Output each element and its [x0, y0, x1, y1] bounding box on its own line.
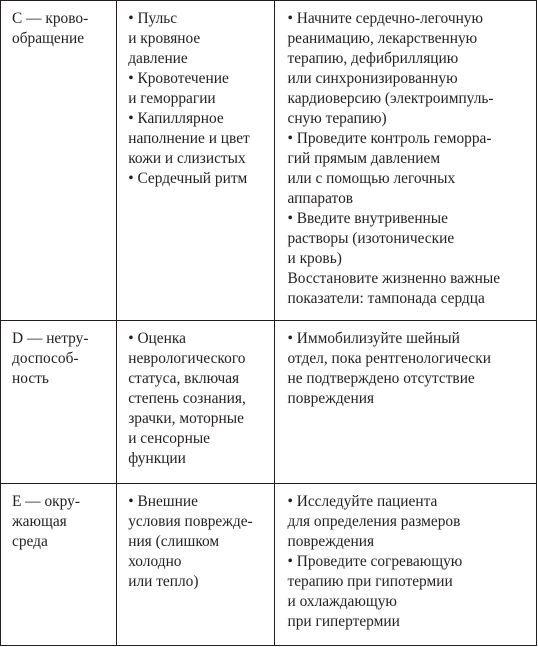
- text-line: • Кровотечение: [128, 70, 229, 87]
- text-line: ность: [12, 370, 49, 387]
- text-line: доспособ-: [12, 350, 79, 367]
- text-line: терапию при гипотермии: [287, 573, 453, 590]
- text-line: • Проведите контроль геморра-: [287, 130, 492, 147]
- assessment-text: [117, 484, 274, 598]
- text-line: и сенсорные: [128, 430, 211, 447]
- text-line: • Введите внутривенные: [287, 210, 448, 227]
- text-line: степень сознания,: [128, 390, 246, 407]
- text-line: повреждения: [287, 390, 375, 407]
- text-line: растворы (изотонические: [287, 230, 455, 247]
- assessment-cell: [117, 484, 275, 646]
- text-line: при гипертермии: [287, 613, 400, 630]
- text-line: и кровяное: [128, 30, 201, 47]
- assessment-cell: [117, 321, 275, 484]
- text-line: и геморрагии: [128, 90, 216, 107]
- category-text: [1, 321, 116, 395]
- actions-text: [275, 321, 536, 415]
- text-line: жающая: [12, 513, 67, 530]
- text-line: неврологического: [128, 350, 246, 367]
- text-line: C — крово-: [12, 10, 89, 27]
- category-cell: [1, 484, 117, 646]
- text-line: отдел, пока рентгенологически: [287, 350, 491, 367]
- text-line: зрачки, моторные: [128, 410, 244, 427]
- text-line: или тепло): [128, 573, 199, 590]
- text-line: или с помощью легочных: [287, 170, 456, 187]
- text-line: • Капиллярное: [128, 110, 224, 127]
- text-line: давление: [128, 50, 188, 67]
- category-text: [1, 484, 116, 558]
- table-row: [1, 484, 537, 646]
- actions-cell: [275, 1, 537, 321]
- text-line: наполнение и цвет: [128, 130, 250, 147]
- text-line: не подтверждено отсутствие: [287, 370, 475, 387]
- text-line: реанимацию, лекарственную: [287, 30, 478, 47]
- table-row: [1, 1, 537, 321]
- text-line: кардиоверсию (электроимпуль-: [287, 90, 494, 107]
- text-line: гий прямым давлением: [287, 150, 441, 167]
- text-line: аппаратов: [287, 190, 354, 207]
- text-line: и кровь): [287, 250, 342, 267]
- text-line: или синхронизированную: [287, 70, 458, 87]
- text-line: Восстановите жизненно важные: [287, 270, 501, 287]
- text-line: • Исследуйте пациента: [287, 493, 438, 510]
- actions-text: [275, 484, 536, 638]
- text-line: функции: [128, 450, 186, 467]
- text-line: статуса, включая: [128, 370, 240, 387]
- text-line: • Пульс: [128, 10, 178, 27]
- text-line: терапию, дефибрилляцию: [287, 50, 459, 67]
- category-text: [1, 1, 116, 55]
- text-line: E — окру-: [12, 493, 80, 510]
- actions-cell: [275, 484, 537, 646]
- category-cell: [1, 321, 117, 484]
- text-line: холодно: [128, 553, 182, 570]
- text-line: сную терапию): [287, 110, 387, 127]
- category-cell: [1, 1, 117, 321]
- actions-cell: [275, 321, 537, 484]
- text-line: кожи и слизистых: [128, 150, 246, 167]
- text-line: для определения размеров: [287, 513, 461, 530]
- actions-text: [275, 1, 536, 315]
- text-line: среда: [12, 533, 48, 550]
- text-line: повреждения: [287, 533, 375, 550]
- text-line: D — нетру-: [12, 330, 89, 347]
- assessment-text: [117, 321, 274, 475]
- table-row: [1, 321, 537, 484]
- text-line: • Начните сердечно-легочную: [287, 10, 483, 27]
- text-line: • Иммобилизуйте шейный: [287, 330, 460, 347]
- text-line: • Оценка: [128, 330, 186, 347]
- assessment-text: [117, 1, 274, 195]
- assessment-cell: [117, 1, 275, 321]
- text-line: показатели: тампонада сердца: [287, 290, 485, 307]
- text-line: • Проведите согревающую: [287, 553, 463, 570]
- text-line: • Сердечный ритм: [128, 170, 248, 187]
- text-line: • Внешние: [128, 493, 198, 510]
- text-line: и охлаждающую: [287, 593, 397, 610]
- text-line: ния (слишком: [128, 533, 220, 550]
- text-line: обращение: [12, 30, 85, 47]
- text-line: условия поврежде-: [128, 513, 253, 530]
